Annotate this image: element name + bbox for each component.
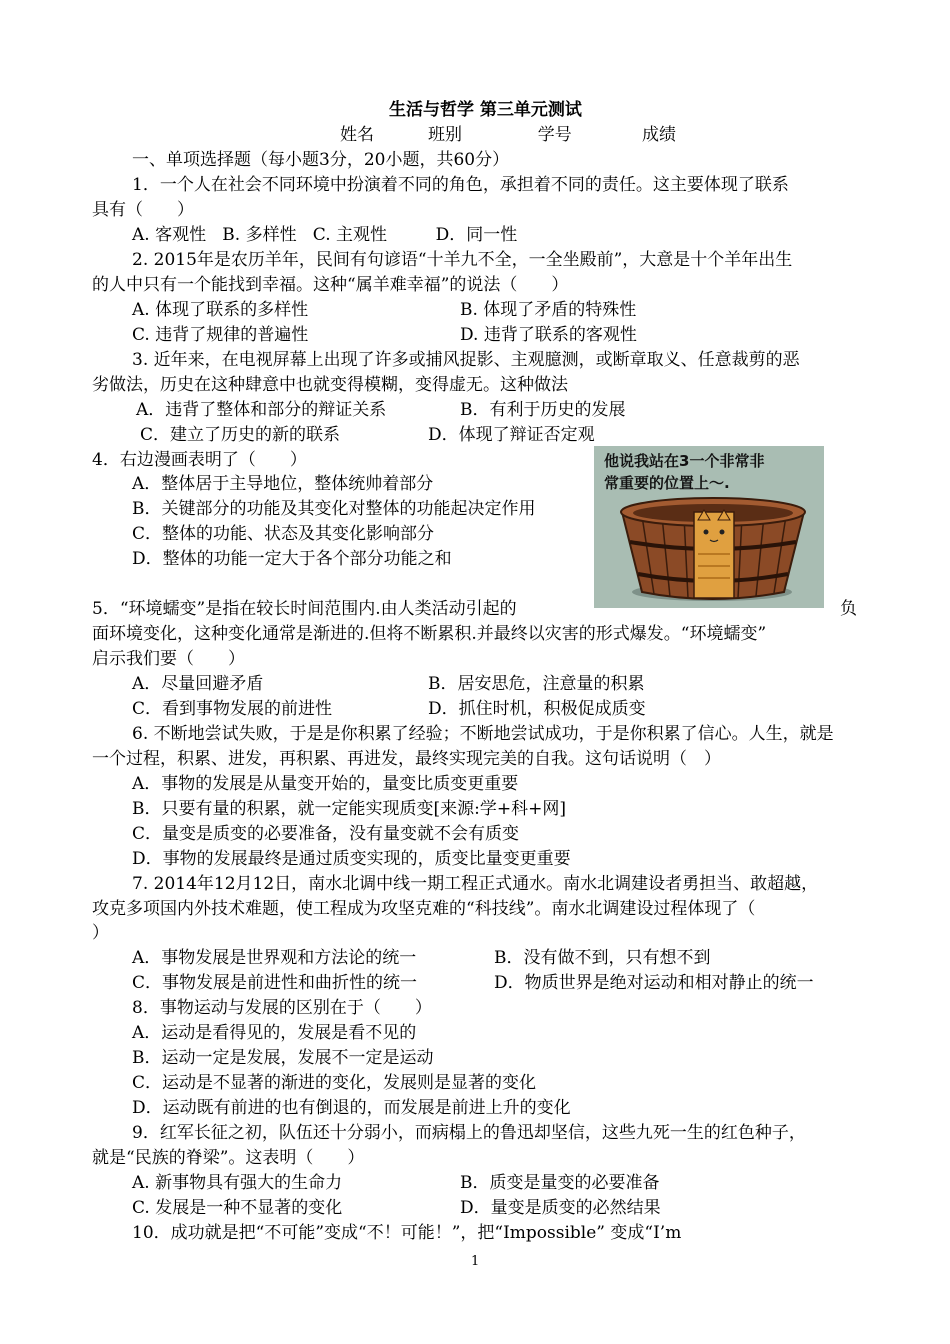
q7-option-d: D．物质世界是绝对运动和相对静止的统一 <box>494 973 814 993</box>
q1-stem: 1．一个人在社会不同环境中扮演着不同的角色，承担着不同的责任。这主要体现了联系 <box>132 175 789 195</box>
q8-option-d: D．运动既有前进的也有倒退的，而发展是前进上升的变化 <box>132 1098 571 1118</box>
q6-option-a: A．事物的发展是从量变开始的，量变比质变更重要 <box>132 774 519 794</box>
q7-stem: 7. 2014年12月12日，南水北调中线一期工程正式通水。南水北调建设者勇担当、敢超越， <box>132 874 819 894</box>
page-number: 1 <box>471 1254 480 1269</box>
q3-option-a: A．违背了整体和部分的辩证关系 <box>136 400 387 420</box>
q8-stem: 8．事物运动与发展的区别在于（ ） <box>132 998 432 1018</box>
q9-stem-cont: 就是“民族的脊梁”。这表明（ ） <box>92 1148 365 1168</box>
q4-option-b: B．关键部分的功能及其变化对整体的功能起决定作用 <box>132 499 536 519</box>
student-info-fields: 姓名 班别 学号 成绩 <box>340 125 676 145</box>
q2-stem-cont: 的人中只有一个能找到幸福。这种“属羊难幸福”的说法（ ） <box>92 275 569 295</box>
q5-option-b: B．居安思危，注意量的积累 <box>428 674 645 694</box>
q6-stem: 6. 不断地尝试失败，于是是你积累了经验；不断地尝试成功，于是你积累了信心。人生，就是 <box>132 724 834 744</box>
cartoon-caption-line1: 他说我站在3一个非常非 <box>604 452 765 470</box>
q5-stem-cont: 面环境变化，这种变化通常是渐进的.但将不断累积.并最终以灾害的形式爆发。“环境蠕变” <box>92 624 767 644</box>
q6-option-c: C．量变是质变的必要准备，没有量变就不会有质变 <box>132 824 520 844</box>
q6-stem-cont: 一个过程，积累、进发，再积累、再进发，最终实现完美的自我。这句话说明（ ） <box>92 749 721 769</box>
document-title: 生活与哲学 第三单元测试 <box>389 100 582 120</box>
q9-stem: 9．红军长征之初，队伍还十分弱小，而病榻上的鲁迅却坚信，这些九死一生的红色种子， <box>132 1123 806 1143</box>
q4-option-d: D．整体的功能一定大于各个部分功能之和 <box>132 549 452 569</box>
q2-option-c: C. 违背了规律的普遍性 <box>132 325 309 345</box>
q8-option-a: A．运动是看得见的，发展是看不见的 <box>132 1023 417 1043</box>
q4-stem: 4．右边漫画表明了（ ） <box>92 450 307 470</box>
q3-stem-cont: 劣做法，历史在这种肆意中也就变得模糊，变得虚无。这种做法 <box>92 375 568 395</box>
q2-option-d: D. 违背了联系的客观性 <box>460 325 637 345</box>
q9-option-d: D．量变是质变的必然结果 <box>460 1198 661 1218</box>
q2-option-b: B. 体现了矛盾的特殊性 <box>460 300 637 320</box>
q5-option-d: D．抓住时机，积极促成质变 <box>428 699 646 719</box>
q3-option-c: C．建立了历史的新的联系 <box>140 425 341 445</box>
q2-option-a: A. 体现了联系的多样性 <box>132 300 309 320</box>
q5-stem-cont2: 启示我们要（ ） <box>92 649 245 669</box>
q9-option-b: B．质变是量变的必要准备 <box>460 1173 660 1193</box>
q7-stem-cont: 攻克多项国内外技术难题，使工程成为攻坚克难的“科技线”。南水北调建设过程体现了（ <box>92 899 756 919</box>
q8-option-c: C．运动是不显著的渐进的变化，发展则是显著的变化 <box>132 1073 537 1093</box>
cartoon-image <box>594 446 824 608</box>
q1-stem-cont: 具有（ ） <box>92 200 194 220</box>
q7-option-c: C．事物发展是前进性和曲折性的统一 <box>132 973 418 993</box>
q4-option-a: A．整体居于主导地位，整体统帅着部分 <box>132 474 434 494</box>
q1-options: A. 客观性 B. 多样性 C. 主观性 D．同一性 <box>132 225 518 245</box>
q9-option-a: A. 新事物具有强大的生命力 <box>132 1173 343 1193</box>
q2-stem: 2. 2015年是农历羊年，民间有句谚语“十羊九不全，一全坐殿前”，大意是十个羊年出生 <box>132 250 793 270</box>
q9-option-c: C. 发展是一种不显著的变化 <box>132 1198 343 1218</box>
q5-option-c: C．看到事物发展的前进性 <box>132 699 333 719</box>
q3-option-b: B．有利于历史的发展 <box>460 400 626 420</box>
section-heading: 一、单项选择题（每小题3分，20小题，共60分） <box>132 150 510 170</box>
q10-stem: 10．成功就是把“不可能”变成“不！可能！”，把“Impossible” 变成“I’m <box>132 1223 682 1243</box>
q3-option-d: D．体现了辩证否定观 <box>428 425 595 445</box>
q7-option-b: B．没有做不到，只有想不到 <box>494 948 711 968</box>
q5-option-a: A．尽量回避矛盾 <box>132 674 264 694</box>
q6-option-b: B．只要有量的积累，就一定能实现质变[来源:学+科+网] <box>132 799 566 819</box>
q8-option-b: B．运动一定是发展，发展不一定是运动 <box>132 1048 434 1068</box>
q4-option-c: C．整体的功能、状态及其变化影响部分 <box>132 524 435 544</box>
q5-stem-end: 负 <box>840 599 857 619</box>
q7-option-a: A．事物发展是世界观和方法论的统一 <box>132 948 417 968</box>
cartoon-caption-line2: 常重要的位置上～. <box>604 474 730 492</box>
q3-stem: 3. 近年来，在电视屏幕上出现了许多或捕风捉影、主观臆测，或断章取义、任意裁剪的恶 <box>132 350 800 370</box>
q7-stem-cont2: ） <box>92 923 109 943</box>
q5-stem: 5．“环境蠕变”是指在较长时间范围内.由人类活动引起的 <box>92 599 517 619</box>
q6-option-d: D．事物的发展最终是通过质变实现的，质变比量变更重要 <box>132 849 571 869</box>
